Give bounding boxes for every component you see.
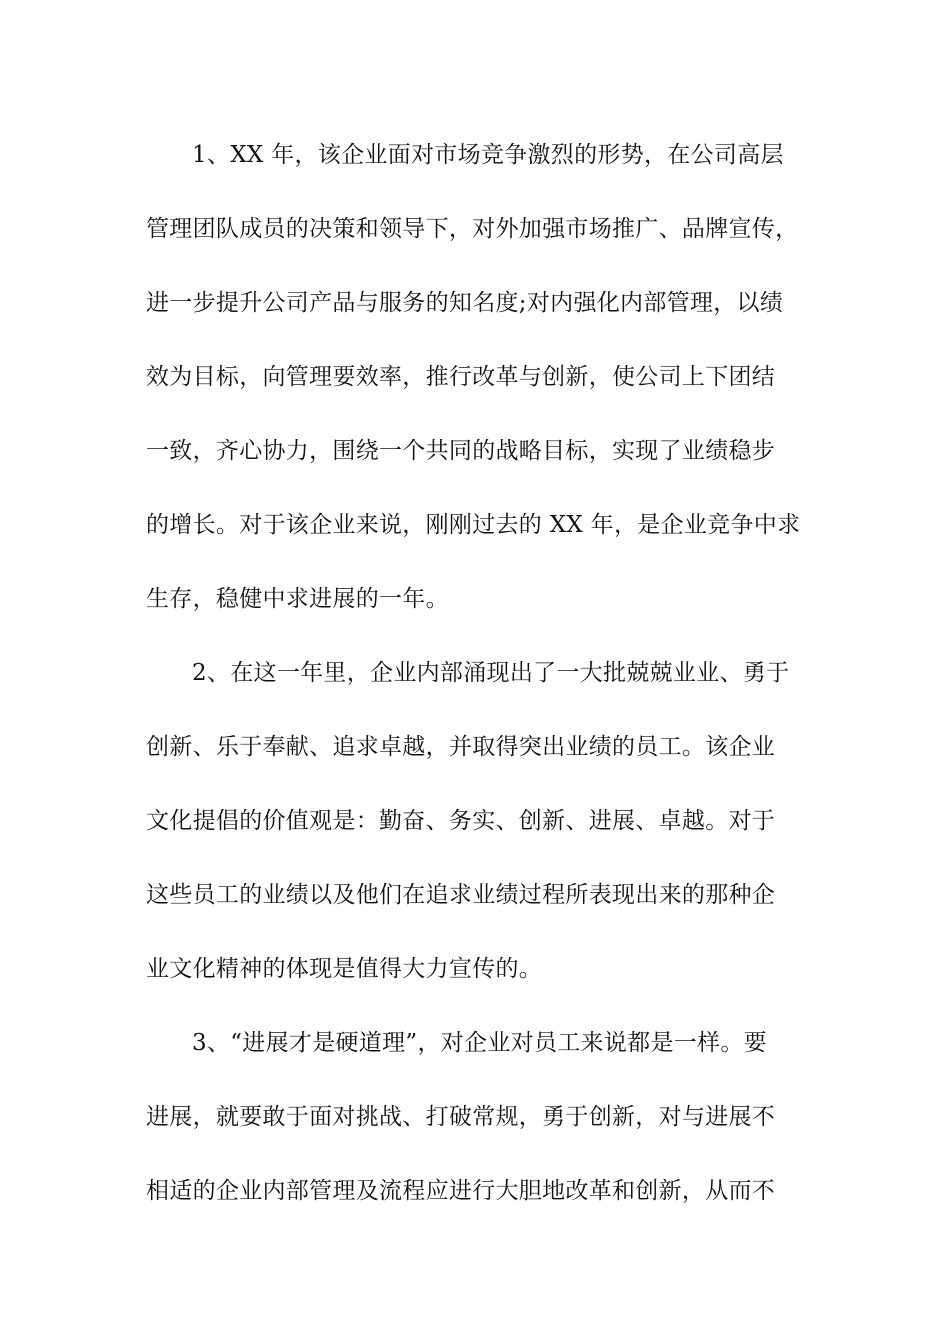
paragraph-line: 创新、乐于奉献、追求卓越，并取得突出业绩的员工。该企业 [146, 734, 776, 760]
paragraph-line: 效为目标，向管理要效率，推行改革与创新，使公司上下团结 [146, 364, 776, 390]
paragraph-line: 2、在这一年里，企业内部涌现出了一大批兢兢业业、勇于 [192, 660, 790, 686]
paragraph-line: 生存，稳健中求进展的一年。 [146, 586, 449, 612]
paragraph-line: 文化提倡的价值观是：勤奋、务实、创新、进展、卓越。对于 [146, 808, 776, 834]
paragraph-line: 管理团队成员的决策和领导下，对外加强市场推广、品牌宣传， [146, 216, 799, 242]
paragraph-line: 业文化精神的体现是值得大力宣传的。 [146, 956, 543, 982]
paragraph-line: 这些员工的业绩以及他们在追求业绩过程所表现出来的那种企 [146, 882, 776, 908]
paragraph-line: 的增长。对于该企业来说，刚刚过去的 XX 年，是企业竞争中求 [146, 512, 801, 538]
paragraph-line: 进展，就要敢于面对挑战、打破常规，勇于创新，对与进展不 [146, 1104, 776, 1130]
paragraph-line: 1、XX 年，该企业面对市场竞争激烈的形势，在公司高层 [192, 142, 784, 168]
paragraph-line: 进一步提升公司产品与服务的知名度;对内强化内部管理，以绩 [146, 290, 784, 316]
paragraph-line: 3、“进展才是硬道理”，对企业对员工来说都是一样。要 [192, 1030, 767, 1056]
paragraph-line: 一致，齐心协力，围绕一个共同的战略目标，实现了业绩稳步 [146, 438, 776, 464]
paragraph-line: 相适的企业内部管理及流程应进行大胆地改革和创新，从而不 [146, 1178, 776, 1204]
